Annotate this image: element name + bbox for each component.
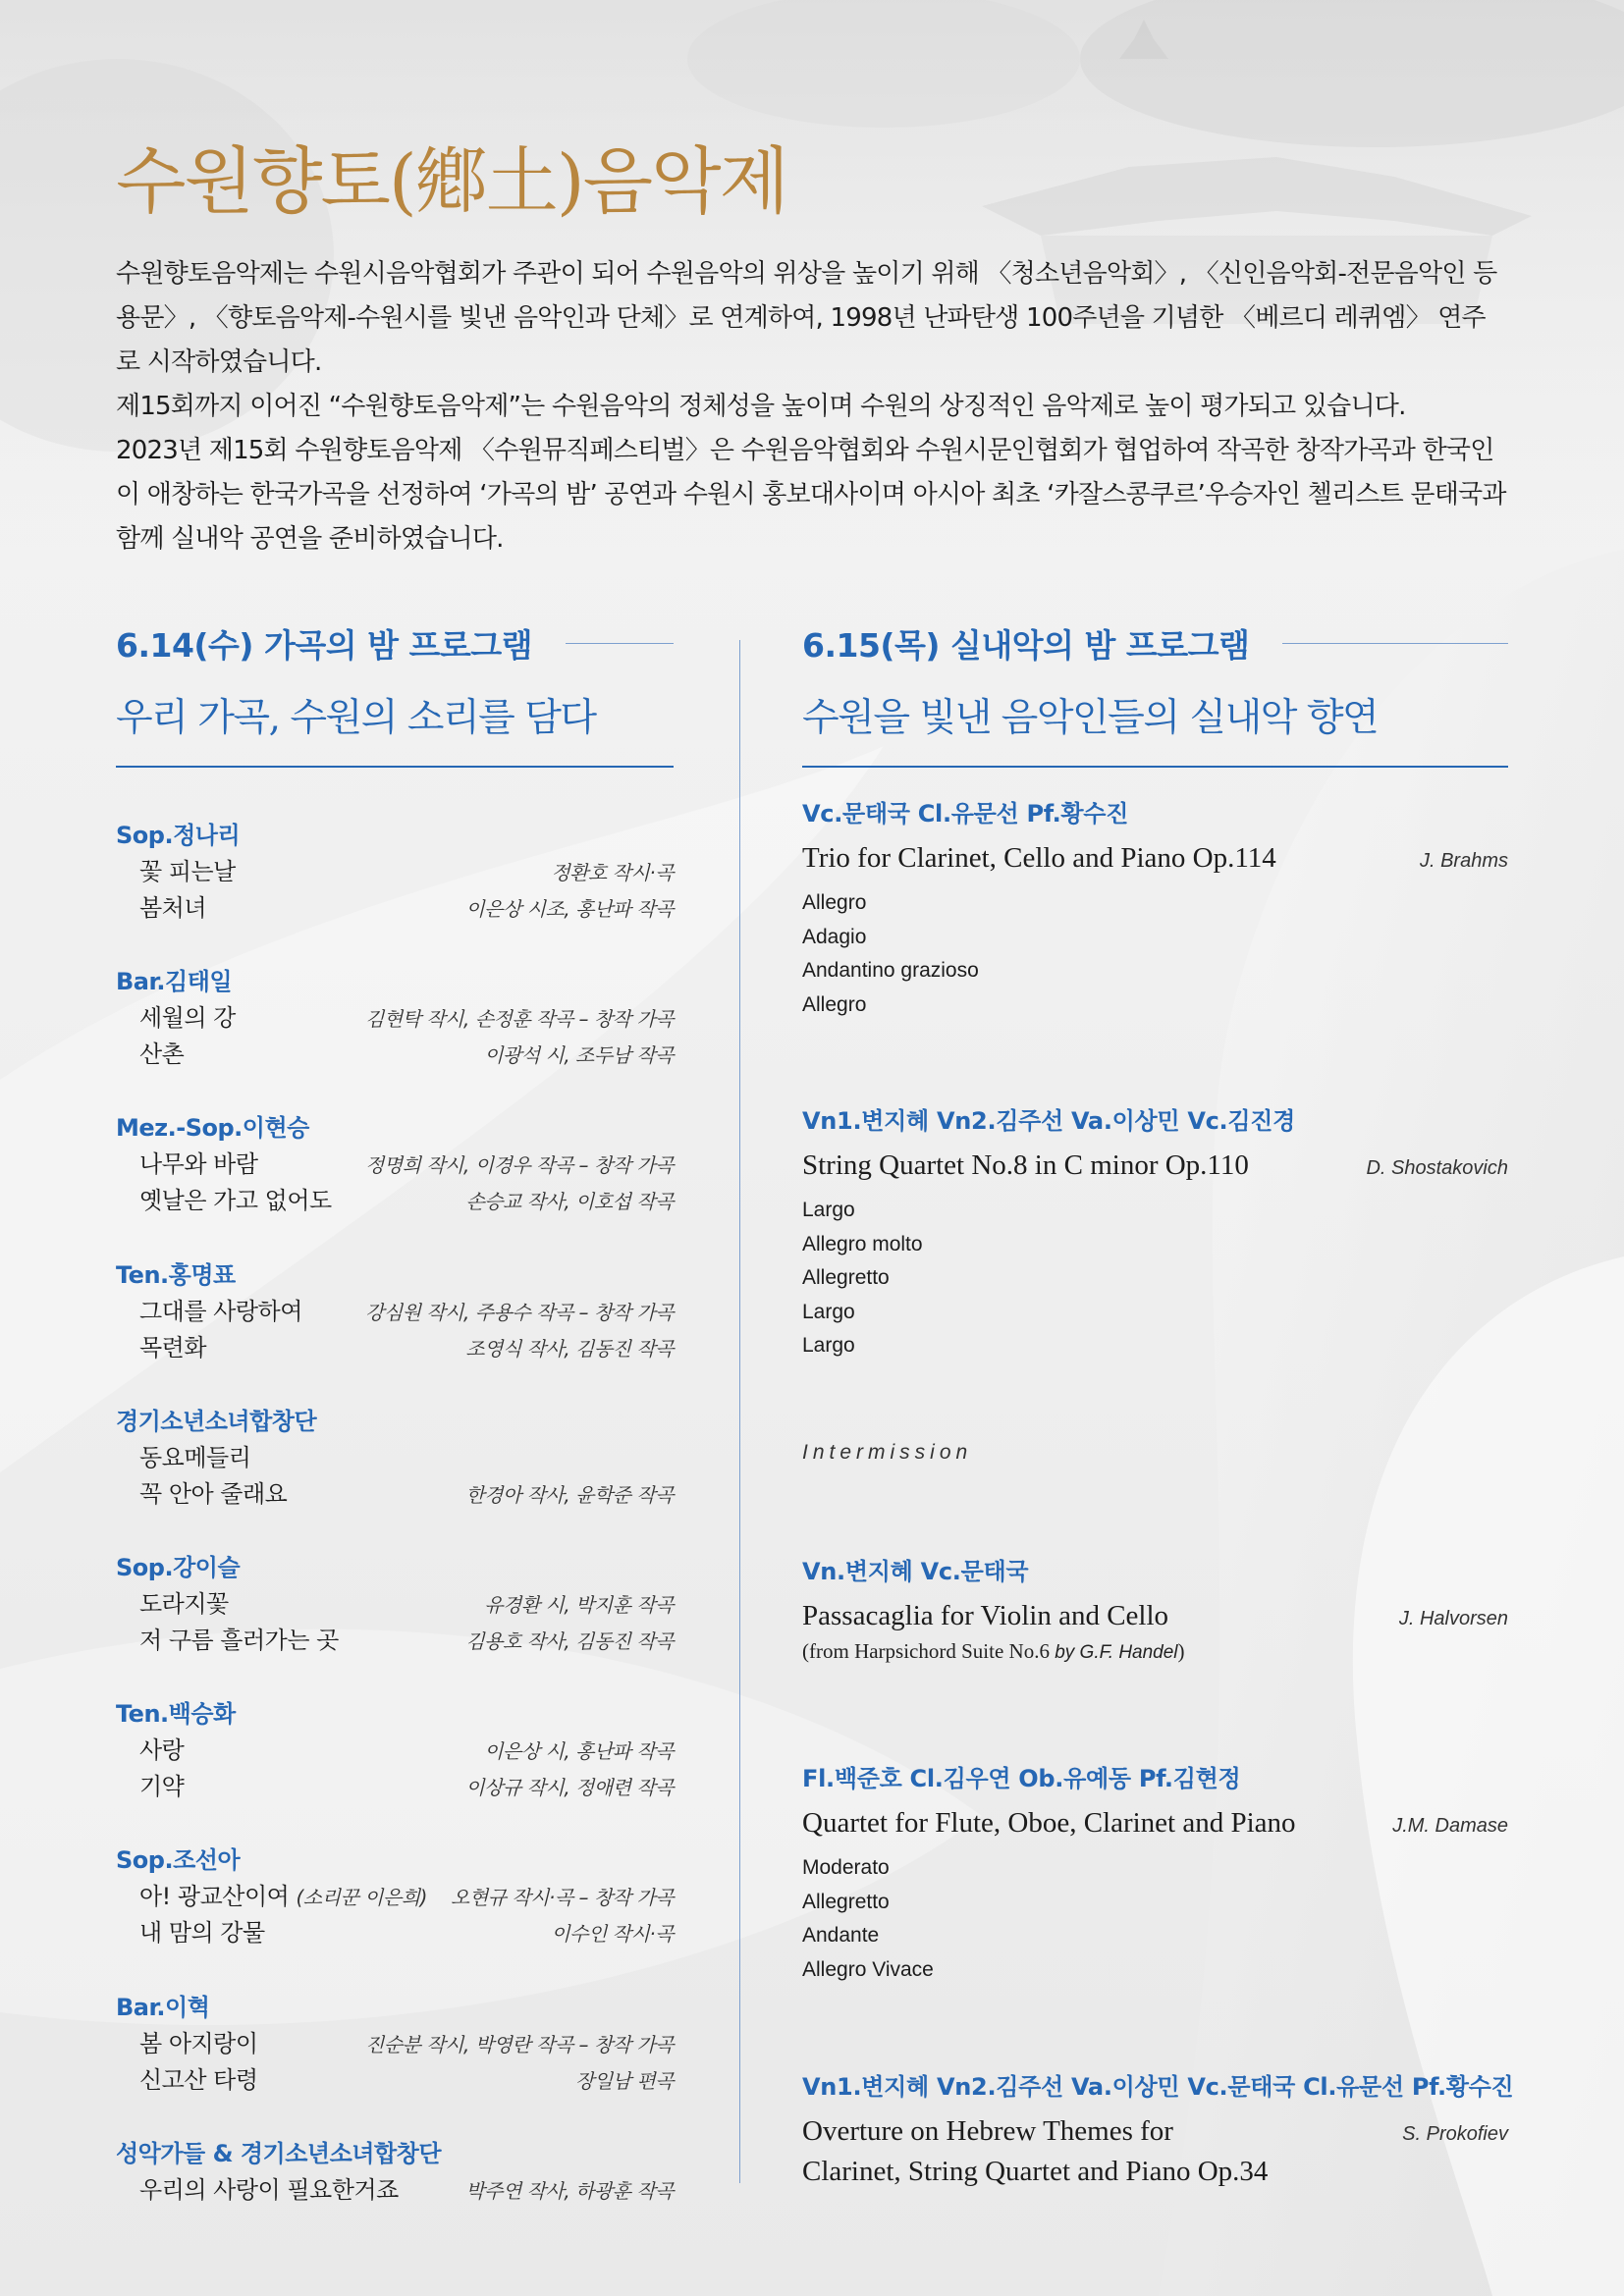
- piece-performers: Vc.문태국 Cl.유문선 Pf.황수진: [802, 800, 1129, 828]
- song-title: 저 구름 흘러가는 곳: [139, 1626, 339, 1654]
- chamber-program-heading: 6.15(목) 실내악의 밤 프로그램: [802, 625, 1250, 665]
- movement: Allegretto: [802, 1890, 890, 1913]
- piece-note-text: (from Harpsichord Suite No.6: [802, 1639, 1056, 1663]
- performer-block: [116, 817, 674, 963]
- song-row: [116, 1769, 674, 1805]
- song-note: (소리꾼 이은희): [296, 1886, 427, 1910]
- piece-title: Trio for Clarinet, Cello and Piano Op.114: [802, 842, 1276, 874]
- performer-block: [116, 1989, 674, 2135]
- song-row: [116, 2172, 674, 2209]
- song-credit: 강심원 작시, 주용수 작곡 – 창작 가곡: [365, 1300, 674, 1324]
- performer-name: 성악가들 & 경기소년소녀합창단: [116, 2139, 442, 2167]
- song-credit: 이광석 시, 조두남 작곡: [484, 1043, 674, 1068]
- intermission-label: Intermission: [802, 1441, 973, 1464]
- piece-performers: Vn1.변지혜 Vn2.김주선 Va.이상민 Vc.김진경: [802, 1107, 1296, 1135]
- movement: Andante: [802, 1924, 880, 1947]
- piece-note-close: ): [1177, 1639, 1185, 1663]
- song-title-text: 아! 광교산이여: [139, 1883, 290, 1911]
- song-row: [116, 1147, 674, 1183]
- intro-text: [116, 252, 1508, 561]
- intro-paragraph: 수원향토음악제는 수원시음악협회가 주관이 되어 수원음악의 위상을 높이기 위해 〈청소년음악회〉, 〈신인음악회-전문음악인 등용문〉, 〈향토음악제-수원시를 빛낸 음악인과 단체〉로 연계하여, 1998년 난파탄생 100주년을 기념한 〈베르디 레퀴엠〉 연주로 시작하였습니다.: [116, 259, 1497, 377]
- song-row: [116, 890, 674, 927]
- performer-list: [116, 817, 674, 2281]
- movement: Allegretto: [802, 1266, 890, 1289]
- song-credit: 진순분 작시, 박영란 작곡 – 창작 가곡: [365, 2032, 674, 2056]
- movement: Allegro molto: [802, 1232, 923, 1255]
- song-title: 우리의 사랑이 필요한거죠: [139, 2175, 399, 2204]
- movement: Allegro: [802, 992, 867, 1016]
- song-title: 내 맘의 강물: [139, 1919, 265, 1948]
- festival-title: 수원향토(鄕土)음악제: [116, 139, 788, 224]
- piece-performers: Vn1.변지혜 Vn2.김주선 Va.이상민 Vc.문태국 Cl.유문선 Pf.황수진: [802, 2073, 1514, 2101]
- performer-block: [116, 963, 674, 1109]
- piece-title-row: [802, 1803, 1508, 1843]
- song-credit: 오현규 작시·곡 – 창작 가곡: [451, 1886, 674, 1910]
- song-row: [116, 1330, 674, 1366]
- piece-block: [802, 1553, 1508, 1668]
- piece-block: [802, 1760, 1508, 1987]
- performer-name: Sop.강이슬: [116, 1553, 241, 1581]
- song-credit: 김현탁 작시, 손정훈 작곡 – 창작 가곡: [365, 1007, 674, 1032]
- piece-block: [802, 795, 1508, 1022]
- heading-rule: [566, 643, 674, 644]
- movement: Allegro Vivace: [802, 1957, 934, 1981]
- song-row: [116, 1476, 674, 1513]
- piece-title-row: [802, 838, 1508, 879]
- composer: J.M. Damase: [1392, 1815, 1508, 1837]
- song-row: [116, 854, 674, 890]
- song-row: [116, 1733, 674, 1769]
- movement-list: [802, 886, 1508, 1022]
- song-credit: 정명희 작시, 이경우 작곡 – 창작 가곡: [365, 1153, 674, 1178]
- song-row: [116, 1440, 674, 1476]
- performer-block: [116, 1109, 674, 1255]
- song-title: 산촌: [139, 1041, 185, 1069]
- section-rule: [802, 766, 1508, 768]
- movement: Largo: [802, 1199, 855, 1221]
- song-row: [116, 1915, 674, 1951]
- song-credit: 정환호 작시·곡: [551, 861, 674, 884]
- song-credit: 이상규 작시, 정애련 작곡: [465, 1776, 674, 1800]
- song-title: 나무와 바람: [139, 1150, 258, 1179]
- heading-rule: [1282, 643, 1508, 644]
- song-credit: 이은상 시조, 홍난파 작곡: [465, 897, 674, 921]
- movement-list: [802, 1194, 1508, 1363]
- composer: J. Halvorsen: [1398, 1608, 1508, 1629]
- performer-block: [116, 1256, 674, 1403]
- piece-title-row: [802, 1146, 1508, 1186]
- movement: Adagio: [802, 925, 867, 948]
- vocal-program-subtitle: 우리 가곡, 수원의 소리를 담다: [116, 696, 596, 740]
- song-title: 신고산 타령: [139, 2065, 258, 2094]
- song-credit: 한경아 작사, 윤학준 작곡: [465, 1482, 674, 1507]
- piece-title: String Quartet No.8 in C minor Op.110: [802, 1149, 1249, 1181]
- song-title: 꼭 안아 줄래요: [139, 1479, 288, 1508]
- movement: Andantino grazioso: [802, 959, 979, 982]
- song-title: 동요메들리: [139, 1443, 251, 1471]
- performer-name: Bar.이혁: [116, 1993, 210, 2021]
- performer-name: Mez.-Sop.이현승: [116, 1114, 309, 1143]
- piece-title: Passacaglia for Violin and Cello: [802, 1600, 1169, 1631]
- piece-title: Overture on Hebrew Themes for: [802, 2115, 1173, 2147]
- performer-name: Ten.백승화: [116, 1700, 236, 1729]
- performer-block: [116, 1403, 674, 1549]
- song-title: 도라지꽃: [139, 1589, 229, 1618]
- intro-paragraph: 2023년 제15회 수원향토음악제 〈수원뮤직페스티벌〉은 수원음악협회와 수원시문인협회가 협업하여 작곡한 창작가곡과 한국인이 애창하는 한국가곡을 선정하여 ‘가곡의 밤’ 공연과 수원시 홍보대사이며 아시아 최초 ‘카잘스콩쿠르’우승자인 첼리스트 문태국과 함께 실내악 공연을 준비하였습니다.: [116, 436, 1506, 554]
- movement: Allegro: [802, 891, 867, 914]
- song-title: 목련화: [139, 1333, 207, 1362]
- chamber-program: [802, 618, 1514, 2187]
- performer-block: [116, 1842, 674, 1988]
- song-row: [116, 1183, 674, 1219]
- movement-list: [802, 1851, 1508, 1987]
- song-title: 기약: [139, 1773, 185, 1801]
- movement: Moderato: [802, 1856, 890, 1879]
- song-credit: 이은상 시, 홍난파 작곡: [484, 1739, 674, 1764]
- song-title: 꽃 피는날: [139, 858, 236, 885]
- song-row: [116, 1000, 674, 1037]
- piece-title-continued: Clarinet, String Quartet and Piano Op.34: [802, 2156, 1269, 2187]
- performer-name: 경기소년소녀합창단: [116, 1407, 317, 1435]
- piece-title-row: [802, 2111, 1508, 2152]
- performer-name: Ten.홍명표: [116, 1260, 236, 1289]
- performer-name: Bar.김태일: [116, 968, 233, 996]
- performer-name: Sop.조선아: [116, 1846, 241, 1875]
- piece-title: Quartet for Flute, Oboe, Clarinet and Piano: [802, 1807, 1296, 1839]
- piece-performers: Vn.변지혜 Vc.문태국: [802, 1558, 1029, 1585]
- chamber-program-subtitle: 수원을 빛낸 음악인들의 실내악 향연: [802, 696, 1379, 740]
- song-credit: 박주연 작사, 하광훈 작곡: [465, 2178, 674, 2203]
- piece-note: [802, 1636, 1508, 1668]
- song-credit: 김용호 작사, 김동진 작곡: [465, 1629, 674, 1653]
- intro-paragraph: 제15회까지 이어진 “수원향토음악제”는 수원음악의 정체성을 높이며 수원의 상징적인 음악제로 높이 평가되고 있습니다.: [116, 392, 1406, 421]
- vocal-program-heading: 6.14(수) 가곡의 밤 프로그램: [116, 625, 532, 665]
- song-title: [139, 1879, 427, 1916]
- song-title: 사랑: [139, 1736, 185, 1765]
- composer: J. Brahms: [1419, 850, 1508, 872]
- song-title: 세월의 강: [139, 1004, 236, 1033]
- performer-block: [116, 2135, 674, 2281]
- song-row: [116, 1586, 674, 1623]
- song-credit: 유경환 시, 박지훈 작곡: [484, 1592, 674, 1617]
- piece-note-arranger: by G.F. Handel: [1055, 1642, 1178, 1663]
- song-title: 그대를 사랑하여: [139, 1297, 302, 1325]
- movement: Largo: [802, 1334, 855, 1357]
- composer: D. Shostakovich: [1366, 1157, 1508, 1179]
- song-credit: 손승교 작사, 이호섭 작곡: [465, 1190, 674, 1214]
- song-credit: 장일남 편곡: [575, 2068, 674, 2093]
- song-row: [116, 1623, 674, 1659]
- vocal-program-header: [116, 618, 674, 667]
- song-credit: 조영식 작사, 김동진 작곡: [465, 1336, 674, 1361]
- piece-block: [802, 2068, 1514, 2192]
- performer-name: Sop.정나리: [116, 822, 241, 849]
- song-title: 봄처녀: [139, 894, 207, 922]
- song-row: [116, 2026, 674, 2062]
- column-divider: [739, 640, 740, 2183]
- chamber-program-header: [802, 618, 1508, 667]
- song-row: [116, 1879, 674, 1915]
- composer: S. Prokofiev: [1402, 2123, 1508, 2145]
- performer-block: [116, 1695, 674, 1842]
- song-title: 봄 아지랑이: [139, 2029, 258, 2057]
- song-row: [116, 1037, 674, 1073]
- movement: Largo: [802, 1300, 855, 1323]
- piece-block: [802, 1102, 1508, 1363]
- song-row: [116, 2062, 674, 2099]
- vocal-program: [116, 618, 674, 2281]
- section-rule: [116, 766, 674, 768]
- performer-block: [116, 1549, 674, 1695]
- piece-performers: Fl.백준호 Cl.김우연 Ob.유예동 Pf.김현정: [802, 1765, 1241, 1792]
- piece-title-row: [802, 1596, 1508, 1636]
- song-credit: 이수인 작시·곡: [551, 1922, 674, 1947]
- song-row: [116, 1294, 674, 1330]
- song-title: 옛날은 가고 없어도: [139, 1187, 332, 1215]
